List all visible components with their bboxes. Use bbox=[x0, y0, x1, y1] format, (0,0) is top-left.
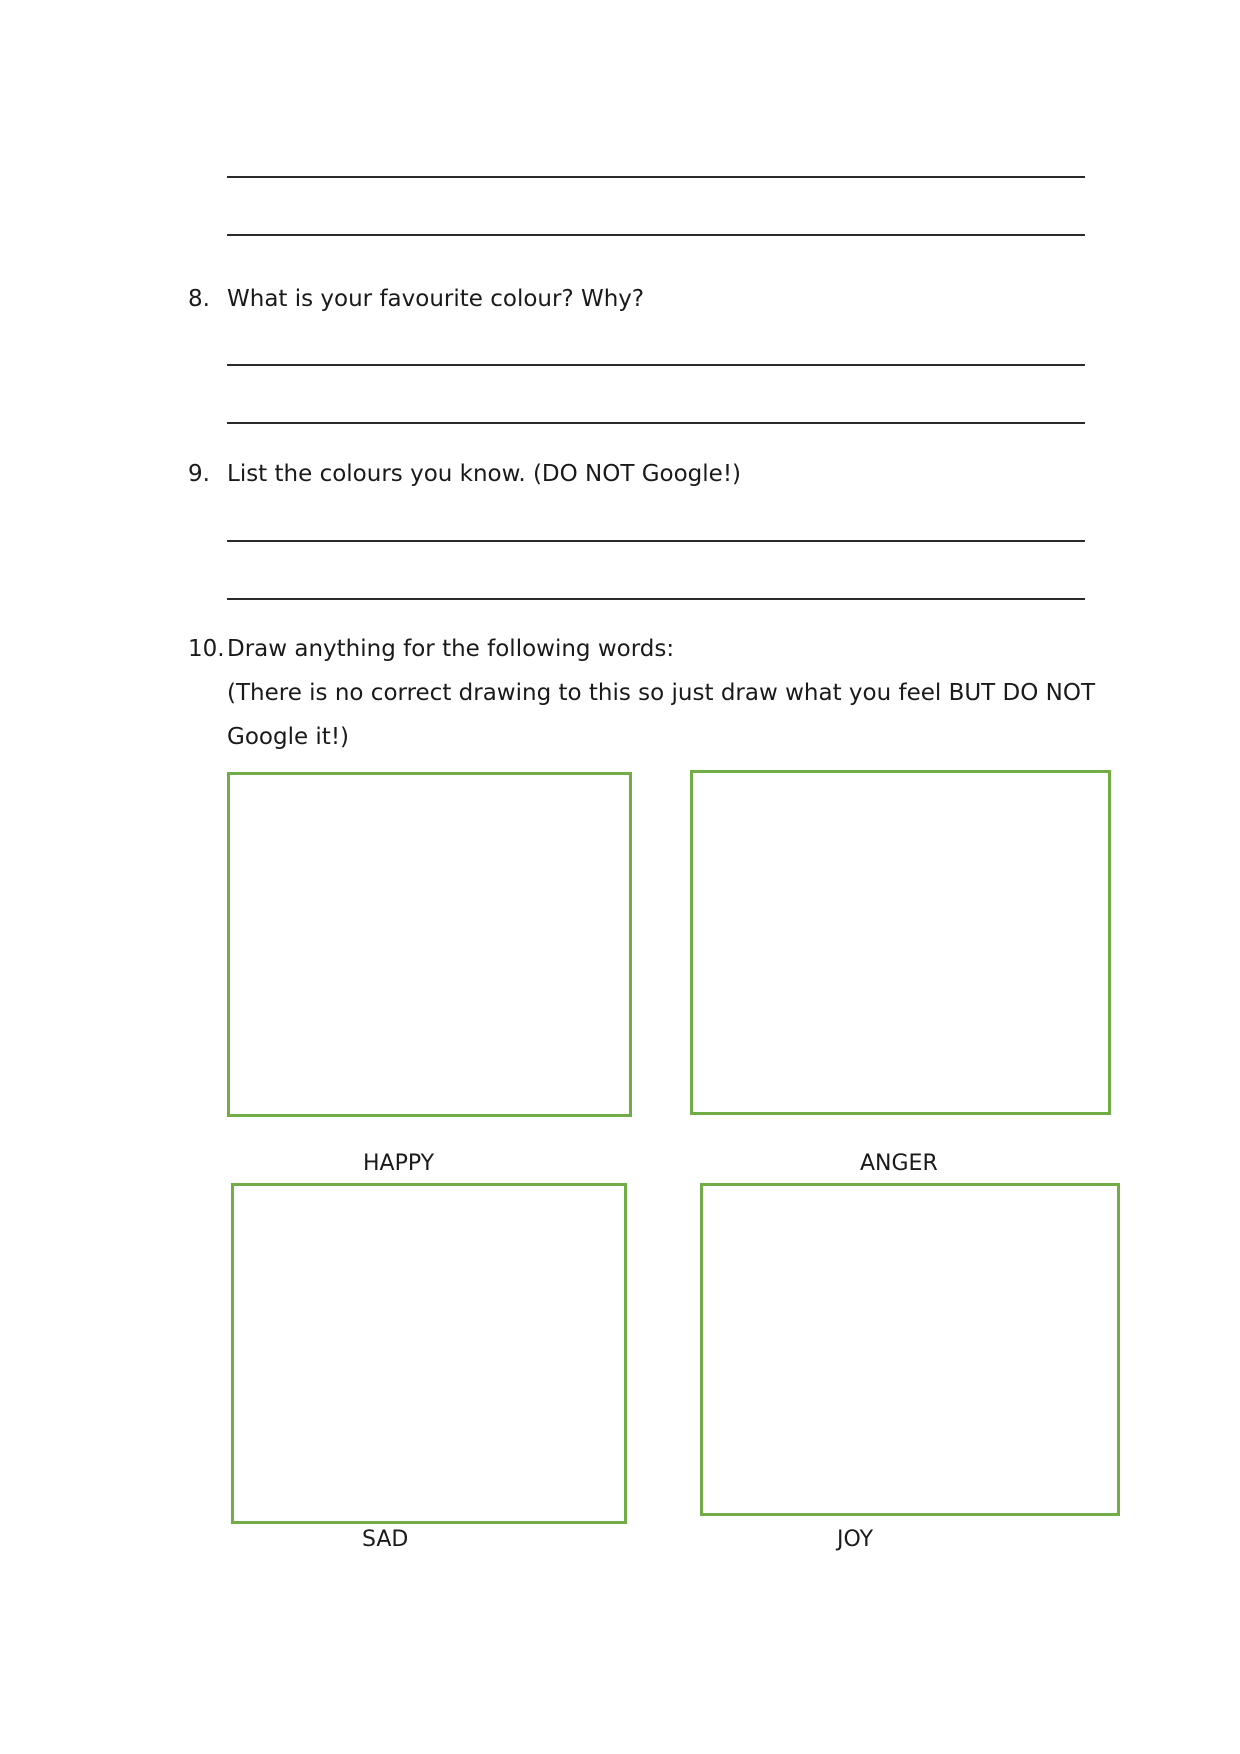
answer-line[interactable] bbox=[227, 598, 1085, 600]
drawing-box-label-joy: JOY bbox=[837, 1527, 874, 1552]
drawing-box-sad[interactable] bbox=[231, 1183, 627, 1524]
drawing-box-label-happy: HAPPY bbox=[363, 1151, 435, 1176]
question-10-instruction-line1: (There is no correct drawing to this so just draw what you feel BUT DO NOT bbox=[227, 680, 1096, 706]
answer-line[interactable] bbox=[227, 540, 1085, 542]
drawing-box-joy[interactable] bbox=[700, 1183, 1120, 1516]
question-10-number: 10. bbox=[188, 636, 225, 662]
question-9-text: List the colours you know. (DO NOT Google!) bbox=[227, 461, 742, 487]
question-9-number: 9. bbox=[188, 461, 210, 487]
question-10-text: Draw anything for the following words: bbox=[227, 636, 675, 662]
answer-line[interactable] bbox=[227, 422, 1085, 424]
answer-line[interactable] bbox=[227, 364, 1085, 366]
drawing-box-happy[interactable] bbox=[227, 772, 632, 1117]
question-8-text: What is your favourite colour? Why? bbox=[227, 286, 645, 312]
question-8-number: 8. bbox=[188, 286, 210, 312]
question-10-instruction-line2: Google it!) bbox=[227, 724, 350, 750]
answer-line[interactable] bbox=[227, 234, 1085, 236]
drawing-box-label-sad: SAD bbox=[362, 1527, 409, 1552]
drawing-box-label-anger: ANGER bbox=[860, 1151, 938, 1176]
answer-line[interactable] bbox=[227, 176, 1085, 178]
drawing-box-anger[interactable] bbox=[690, 770, 1111, 1115]
